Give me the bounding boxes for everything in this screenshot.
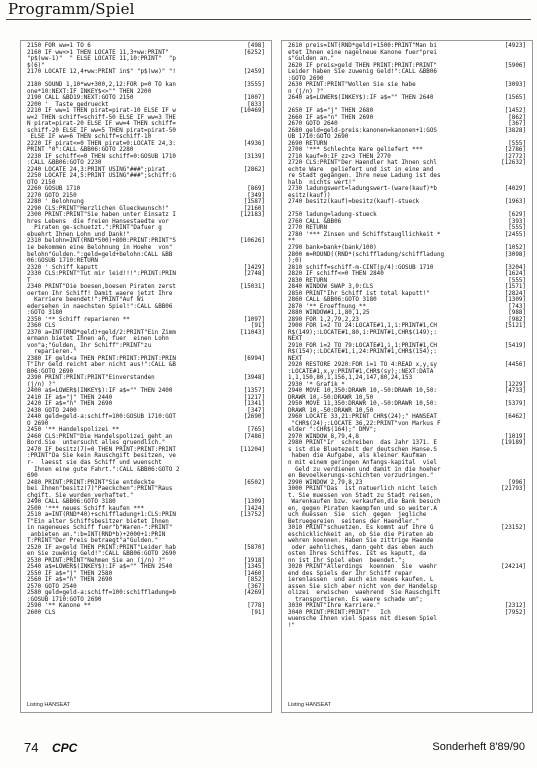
code-text: 2730 ladungswert=ladungswert-(ware(kauf)*b — [288, 186, 437, 193]
code-text: etet Ihnen eine nagelneue Kanone fuer"prei — [288, 49, 437, 56]
code-text: en, gegen Piraten kaempfen und so weiter.A — [288, 505, 437, 512]
checksum: [1460] — [243, 570, 265, 577]
code-text: 2790 bank=bank+(bank/100) — [288, 244, 377, 251]
code-text: 2230 IF schiff<=0 THEN schiff=0:GOSUB 1710 — [27, 153, 176, 160]
code-text: 2500 '*** neues Schiff kaufen *** — [27, 505, 145, 512]
issue-label: Sonderheft 8'89/90 — [432, 741, 525, 753]
code-text: 06:GOSUB 1710:RETURN — [27, 258, 98, 265]
code-text: one*10:NEXT:IF INKEY$<>"" THEN 2200 — [27, 88, 152, 95]
code-text: OTO 2150 — [27, 179, 56, 186]
code-text: 2760 CALL &BB06 — [288, 218, 342, 225]
code-text: $(6)" — [27, 62, 45, 69]
code-text: T:PRINT"Der Preis betraegt"a"Gulden." — [27, 538, 159, 545]
checksum: [5379] — [504, 401, 526, 408]
code-text: 2620 IF preis>geld THEN PRINT:PRINT:PRINT" — [288, 62, 437, 69]
checksum: [1007] — [243, 95, 265, 102]
code-text: 2810 schiff=schiff-m-CINT(p/4):GOSUB 1710 — [288, 264, 434, 271]
code-text: r- laesst sie das Schiff und wuenscht — [27, 460, 162, 466]
checksum: [1052] — [504, 244, 526, 251]
code-text: 2320 ' Schiff kaputt — [27, 264, 98, 271]
code-text: 2150 FOR ww=1 TO 6 — [27, 43, 91, 49]
code-text: 2350 '** Schiff reparieren ** — [27, 316, 130, 323]
code-text: eschicklichkeit an, ob Sie die Piraten ab — [288, 531, 434, 538]
code-text: 2360 CLS — [27, 323, 56, 330]
listing-label-left: Listing HANSEAT — [27, 702, 70, 708]
code-text: 2580 geld=geld-a:schiff=100:schiffladung=b — [27, 590, 176, 597]
code-text: olizei erwischen waehrend Sie Rauschgift — [288, 590, 441, 597]
code-text: 2380 IF geld<a THEN PRINT:PRINT:PRINT:PRIN — [27, 355, 176, 362]
code-text: 2720 CLS:PRINT"Der Haendler hat Ihnen schl — [288, 160, 437, 167]
code-text: "p$(ww-1)" " ELSE LOCATE 11,10:PRINT" "p — [27, 56, 176, 63]
code-text: hres Lebens die freien Hansestaedte vor — [27, 218, 169, 225]
code-text: 2660 IF a$="n" THEN 2690 — [288, 114, 374, 121]
checksum: [498] — [247, 43, 265, 49]
checksum: [2690] — [243, 414, 265, 421]
code-text: ** — [288, 238, 296, 245]
checksum: [91] — [250, 609, 265, 616]
code-text: 2460 CLS:PRINT"Die Handelspolizei geht an — [27, 433, 173, 440]
checksum: [347] — [247, 407, 265, 414]
code-text: 2710 kauf=0:IF zz<3 THEN 2770 — [288, 153, 391, 160]
checksum: [1587] — [243, 199, 265, 206]
code-text: 2260 GOSUB 1710 — [27, 186, 81, 193]
code-text: 3000 PRINT"Das ist natuerlich nicht leich — [288, 486, 437, 493]
checksum: [1229] — [504, 381, 526, 388]
checksum: [24214] — [501, 564, 526, 571]
code-text: T — [27, 277, 31, 284]
code-text: UB 1710:GOTO 2690 — [288, 134, 349, 141]
code-text: :GOTO 2690 — [288, 75, 324, 82]
checksum: [1309] — [243, 499, 265, 506]
code-text: 2340 PRINT"Die boesen,boesen Piraten zerst — [27, 284, 176, 291]
code-text: T"Ihr Geld reicht aber nicht aus!":CALL &B — [27, 362, 176, 369]
code-text: 2270 GOTO 2150 — [27, 192, 77, 199]
checksum: [2455] — [504, 231, 526, 238]
checksum: [4923] — [504, 43, 526, 49]
checksum: [1624] — [504, 271, 526, 278]
checksum: [10626] — [240, 238, 265, 245]
checksum: [7952] — [504, 609, 526, 616]
checksum: [23152] — [501, 525, 526, 532]
code-text: 2830 RETURN — [288, 277, 328, 284]
listing-column-left — [20, 40, 272, 713]
checksum: [1963] — [504, 199, 526, 206]
checksum: [19189] — [501, 440, 526, 447]
code-text: R$(149);:LOCATE#1,80,i:PRINT#1,CHR$(149);: — [288, 329, 437, 336]
checksum: [5419] — [504, 342, 526, 349]
code-text: 2940 MOVE 10,350:DRAWR 10,-50:DRAWR 10,50: — [288, 388, 437, 395]
code-text: !" — [288, 622, 296, 629]
code-text: 2570 GOTO 2540 — [27, 583, 77, 590]
code-text: NEXT — [288, 355, 303, 362]
code-text: uch muessen Sie sich gegen jegliche — [288, 512, 427, 519]
code-text: 2240 LOCATE 24,3:PRINT USING"###";pirat — [27, 166, 166, 173]
checksum: [862] — [508, 114, 526, 121]
code-text: );0) — [288, 258, 303, 265]
code-text: :PRINT"Da Sie kein Rauschgift besitzen, ve — [27, 453, 176, 460]
checksum: [555] — [508, 277, 526, 284]
checksum: [982] — [508, 316, 526, 323]
code-text: 2330 CLS:PRINT"Tut mir leid!!!":PRINT:PRIN — [27, 271, 176, 278]
code-text: 2210 IF ww=1 THEN pirat=pirat-10 ELSE IF w — [27, 108, 176, 115]
listing-label-right: Listing HANSEAT — [288, 702, 331, 708]
checksum: [996] — [508, 479, 526, 486]
code-text: s"Gulden an." — [288, 56, 335, 63]
checksum: [10469] — [240, 108, 265, 115]
listing-right — [288, 43, 526, 629]
code-text: 2430 GOTO 2400 — [27, 407, 77, 414]
code-text: 2410 IF a$="j" THEN 2440 — [27, 394, 113, 401]
code-text: 2860 CALL &BB06:GOTO 3180 — [288, 297, 377, 304]
checksum: [4269] — [243, 590, 265, 597]
code-text: Warenkaufen bzw. verkaufen,die Bank besuch — [288, 499, 441, 506]
checksum: [367] — [247, 583, 265, 590]
checksum: [765] — [247, 427, 265, 434]
code-text: 2600 CLS — [27, 609, 56, 616]
code-text: 2740 besitz(kauf)=besitz(kauf)-stueck — [288, 199, 420, 206]
checksum: [7486] — [243, 433, 265, 440]
code-text: ELSE IF ww=6 THEN schiff=schiff-10 — [27, 134, 152, 141]
code-text: Leider haben Sie zuwenig Geld!":CALL &BB06 — [288, 69, 437, 76]
checksum: [2772] — [504, 153, 526, 160]
listing-left — [27, 43, 265, 616]
checksum: [2824] — [504, 290, 526, 297]
title-rule — [6, 19, 531, 20]
code-text: 2310 belohn=INT(RND*500)+800:PRINT:PRINT"S — [27, 238, 176, 245]
code-text: t. Sie muessen von Stadt zu Stadt reisen, — [288, 492, 434, 499]
code-text: ermann bietet Ihnen an, fuer einen Lohn — [27, 336, 169, 343]
code-text: 2250 LOCATE 24,5:PRINT USING"###";schiff:G — [27, 173, 176, 180]
code-text: ebuehrt Ihnen Lohn und Dank!" — [27, 231, 130, 238]
code-text: s ist die Bluetezeit der deutschen Hanse.S — [288, 446, 437, 453]
checksum: [6994] — [243, 355, 265, 362]
code-text: 2440 geld=geld-a:schiff=100:GOSUB 1710:GOT — [27, 414, 176, 421]
code-text: 2540 a$=LOWER$(INKEY$):IF a$="" THEN 2540 — [27, 564, 173, 571]
code-text: re Stadt gegangen. Ihre neue Ladung ist des — [288, 173, 441, 180]
code-text: 3010 PRINT"schuetzen. Es kommt auf Ihre G — [288, 525, 434, 532]
checksum: [4733] — [504, 388, 526, 395]
code-text: halb nichts wert!" — [288, 179, 356, 186]
code-text: 3030 PRINT"Ihre Karriere." — [288, 603, 381, 610]
code-text: 2470 IF besitz(7)=0 THEN PRINT:PRINT:PRINT — [27, 446, 176, 453]
code-text: Betruegereien seitens der Haendler." — [288, 518, 420, 525]
checksum: [555] — [508, 225, 526, 232]
checksum: [2160] — [243, 205, 265, 212]
checksum: [21793] — [501, 486, 526, 493]
code-text: 2930 '* Grafik * — [288, 381, 345, 388]
checksum: [6462] — [504, 414, 526, 421]
checksum: [852] — [247, 577, 265, 584]
code-text: 2550 IF a$="j" THEN 2580 — [27, 570, 113, 577]
code-text: 3020 PRINT"Allerdings koennen Sie waehr — [288, 564, 437, 571]
checksum: [3098] — [504, 251, 526, 258]
checksum: [91] — [250, 323, 265, 330]
code-text: end des Spiels der Ihr Schiff repar — [288, 570, 413, 577]
code-text: "CHR$(24);:LOCATE 36,22:PRINT"von Markus F — [288, 420, 441, 427]
checksum: [1452] — [504, 108, 526, 115]
code-text: wuensche Ihnen viel Spass mit diesem Spiel — [288, 616, 437, 623]
code-text: ie bekommen eine Belohnung in Hoehe von" — [27, 244, 173, 251]
code-text: wehren koennen. Haben Sie zittrige Haende — [288, 538, 434, 545]
code-text: Piraten ge-schuetzt.":PRINT"Dafuer g — [27, 225, 162, 232]
code-text: chgift. Sie wurden verhaftet." — [27, 492, 134, 499]
checksum: [11204] — [240, 446, 265, 453]
code-text: DRAWR 10,-50:DRAWR 10,50 — [288, 407, 374, 414]
code-text: 2910 FOR i=2 TO 79:LOCATE#1,i,1:PRINT#1,CH — [288, 342, 437, 349]
checksum: [6252] — [243, 49, 265, 56]
checksum: [1918] — [243, 557, 265, 564]
checksum: [2862] — [243, 166, 265, 173]
code-text: haben die Aufgabe, als kleiner Kaufman — [288, 453, 427, 460]
code-text: assen Sie sich aber nicht von der Handelsp — [288, 583, 437, 590]
code-text: 2780 '*** Zinsen und Schiffstaugllichkeit * — [288, 231, 441, 238]
code-text: 2490 CALL &BB06:GOTO 3180 — [27, 499, 116, 506]
code-text: en Sie zuwenig Geld!":CALL &BB06:GOTO 2690 — [27, 551, 176, 558]
code-text: 2450 '** Handelspolizei ** — [27, 427, 120, 434]
code-text: osten Ihres Schiffes. Ist es kaputt, da — [288, 551, 427, 558]
code-text: 2200 ' Taste gedrueckt — [27, 101, 109, 108]
magazine-logo: CPC — [52, 741, 78, 755]
checksum: [2459] — [243, 69, 265, 76]
code-text: DRAWR 10,-50:DRAWR 10,50 — [288, 394, 374, 401]
code-text: 2300 PRINT:PRINT"Sie haben unter Einsatz I — [27, 212, 176, 219]
checksum: [1345] — [243, 564, 265, 571]
checksum: [4936] — [243, 140, 265, 147]
code-text: oder aehnliches, dann geht das eben auch — [288, 544, 434, 551]
checksum: [555] — [508, 140, 526, 147]
checksum: [6502] — [243, 479, 265, 486]
code-text: 2370 a=INT(RND*geld)+geld/2:PRINT"Ein Zimm — [27, 329, 176, 336]
code-text: n mit einem geringen Anfangs-kapital viel — [288, 460, 437, 466]
code-text: 2980 PRINT"Ir schreiben das Jahr 1371. E — [288, 440, 437, 447]
code-text: O 2690 — [27, 420, 49, 427]
code-text: 2290 CLS:PRINT"Herzlichen Glueckwunsch!" — [27, 205, 169, 212]
checksum: [11043] — [240, 329, 265, 336]
checksum: [5121] — [504, 323, 526, 330]
code-text: 2610 preis=INT(RND*geld)+1500:PRINT"Man bi — [288, 43, 437, 49]
checksum: [367] — [508, 121, 526, 128]
checksum: [3828] — [504, 127, 526, 134]
checksum: [13752] — [240, 512, 265, 519]
checksum: [1424] — [243, 505, 265, 512]
code-text: 2700 '*** Schlechte Ware geliefert *** — [288, 147, 423, 154]
checksum: [1341] — [243, 401, 265, 408]
checksum: [988] — [508, 310, 526, 317]
code-text: w=2 THEN schiff=schiff-50 ELSE IF ww=3 THE — [27, 114, 176, 121]
code-text: 2840 WINDOW SWAP 3,0:CLS — [288, 284, 374, 291]
code-text: 2180 SOUND 1,10*ww+300,2,12:FOR p=0 TO kan — [27, 82, 176, 89]
code-text: 2880 WINDOW#1,1,80,1,25 — [288, 310, 370, 317]
code-text: elder ":CHR$(164);" DMV"; — [288, 427, 377, 434]
checksum: [3948] — [243, 375, 265, 382]
code-text: B06:GOTO 2690 — [27, 368, 74, 375]
code-text: oerten Ihr Schiff! Damit waere jetzt Ihre — [27, 290, 173, 297]
code-text: 2970 WINDOW 8,79,4,8 — [288, 433, 359, 440]
checksum: [3555] — [243, 82, 265, 89]
code-text: 2390 PRINT:PRINT:PRINT"Einverstanden — [27, 375, 155, 382]
checksum: [3139] — [243, 153, 265, 160]
checksum: [778] — [247, 603, 265, 610]
code-text: NEXT — [288, 336, 303, 343]
checksum: [833] — [247, 101, 265, 108]
code-text: 2520 IF a>geld THEN PRINT:PRINT"Leider hab — [27, 544, 176, 551]
checksum: [349] — [247, 192, 265, 199]
checksum: [5870] — [243, 544, 265, 551]
checksum: [869] — [247, 186, 265, 193]
code-text: Geld zu verdienen und damit in die hoeher — [288, 466, 441, 473]
code-text: 690 — [27, 473, 38, 480]
code-text: 2400 a$=LOWER$(INKEY$):IF a$="" THEN 2400 — [27, 388, 173, 395]
code-text: :LOCATE#1,x,y:PRINT#1,CHR$(sy);:NEXT:DATA — [288, 368, 434, 375]
code-line — [288, 623, 526, 630]
code-text: 3040 PRINT:PRINT:PRINT" Ich — [288, 609, 391, 616]
code-text: 2800 m=ROUND((RND*(schiffladung/schiffladung — [288, 251, 445, 258]
checksum: [12632] — [501, 160, 526, 167]
code-text: 2770 RETURN — [288, 225, 328, 232]
code-text: 2420 IF a$="n" THEN 2690 — [27, 401, 113, 408]
code-text: :GOSUB 1710:GOTO 2690 — [27, 596, 102, 603]
code-text: 2920 RESTORE 2920:FOR i=1 TO 4:READ x,y,sy — [288, 362, 437, 369]
checksum: [4456] — [504, 362, 526, 369]
checksum: [393] — [508, 218, 526, 225]
code-text: :GOTO 3180 — [27, 310, 63, 317]
code-text: 2950 MOVE 11,350:DRAWR 10,-50:DRAWR 10,50: — [288, 401, 437, 408]
code-text: n (j/n) ?" — [288, 88, 324, 95]
code-text: 2670 GOTO 2640 — [288, 121, 338, 128]
code-text: von"a;"Gulden, Ihr Schiff":PRINT"zu — [27, 342, 152, 349]
code-text: 2560 IF a$="n" THEN 2690 — [27, 577, 113, 584]
code-text: 2220 IF pirat<=0 THEN pirat=0:LOCATE 24,3: — [27, 140, 176, 147]
code-text: 2680 geld=geld-preis:kanonen=kanonen+1:GOS — [288, 127, 437, 134]
code-text: ierenlassen und auch ein neues kaufen. L — [288, 577, 434, 584]
code-text: Karriere beendet!":PRINT"Auf Wi — [27, 297, 145, 304]
code-text: 2640 a$=LOWER$(INKEY$):IF a$="" THEN 2640 — [288, 95, 434, 102]
checksum: [1097] — [243, 316, 265, 323]
checksum: [1217] — [243, 394, 265, 401]
checksum: [2748] — [243, 271, 265, 278]
checksum: [1565] — [504, 95, 526, 102]
code-text: 2590 '** Kanone ** — [27, 603, 91, 610]
code-text: schiff-20 ELSE IF ww=5 THEN pirat=pirat-50 — [27, 127, 176, 134]
code-text: 2170 LOCATE 12,4+ww:PRINT in$" "p$(ww)" "! — [27, 69, 176, 76]
code-text: esitz(kauf)) — [288, 192, 331, 199]
checksum: [1571] — [504, 284, 526, 291]
code-text: 2990 WINDOW 2,79,8,23 — [288, 479, 363, 486]
section-title: Programm/Spiel — [8, 0, 135, 18]
checksum: [2786] — [504, 147, 526, 154]
code-text: edersehen in naechsten Spiel!":CALL &BB06 — [27, 303, 173, 310]
code-text: en Bevoelkerungs-schichten vorzudringen." — [288, 473, 434, 480]
code-text: 2870 '** Eroeffnung ** — [288, 303, 367, 310]
code-text: 2650 IF a$="j" THEN 2680 — [288, 108, 374, 115]
code-text: 2480 PRINT:PRINT:PRINT"Sie entdeckte — [27, 479, 155, 486]
code-text: anbieten an.":b=INT(RND*b)+2000+1:PRIN — [27, 531, 166, 538]
code-text: R$(154);:LOCATE#1,i,24:PRINT#1,CHR$(154);: — [288, 349, 437, 356]
checksum: [5906] — [504, 62, 526, 69]
code-text: 2850 PRINT"Ihr Schiff ist total kaputt!" — [288, 290, 430, 297]
checksum: [743] — [508, 303, 526, 310]
code-text: 2960 LOCATE 33,21:PRINT CHR$(24);" HANSEAT — [288, 414, 437, 421]
code-text: 2820 IF schiff<=0 THEN 2840 — [288, 271, 384, 278]
checksum: [15031] — [240, 284, 265, 291]
checksum: [2312] — [504, 603, 526, 610]
code-text: 2750 ladung=ladung-stueck — [288, 212, 377, 219]
checksum: [3093] — [504, 82, 526, 89]
code-text: 2510 a=INT(RND*40)+schiffladung+1:CLS:PRIN — [27, 512, 176, 519]
code-text: in nageneues Schiff fuer"b"Waren-":PRINT" — [27, 525, 173, 532]
checksum: [1429] — [243, 264, 265, 271]
checksum: [4029] — [504, 186, 526, 193]
code-text: nn ist Ihr Spiel eben beendet."; — [288, 557, 406, 564]
checksum: [1019] — [504, 433, 526, 440]
code-line — [27, 610, 265, 617]
code-text: Bord.Sie untersucht alles gruendlich." — [27, 440, 166, 447]
code-text: :CALL &BB06:GOTO 2230 — [27, 160, 102, 167]
code-text: 2690 RETURN — [288, 140, 328, 147]
code-text: belohn"Gulden.":geld=geld+belohn:CALL &BB — [27, 251, 173, 258]
page-number: 74 — [24, 740, 39, 755]
code-text: 2890 FOR 1,2,79,2,23 — [288, 316, 359, 323]
code-text: 2530 PRINT:PRINT"Nehmen Sie an (j/n) ?" — [27, 557, 166, 564]
code-text: 2630 PRINT:PRINT"Wollen Sie sie habe — [288, 82, 416, 89]
checksum: [1357] — [243, 388, 265, 395]
code-text: PRINT "0":CALL &BB06:GOTO 2280 — [27, 147, 134, 154]
checksum: [1309] — [504, 297, 526, 304]
code-text: echte Ware geliefert und ist in eine and — [288, 166, 434, 173]
code-text: T"Ein alter Schiffsbesitzer bietet Ihnen — [27, 518, 169, 525]
code-text: Ihnen eine gute Fahrt.":CALL &BB06:GOTO 2 — [27, 466, 180, 473]
code-text: 2900 FOR i=2 TO 24:LOCATE#1,1,i:PRINT#1,CH — [288, 323, 437, 330]
listing-column-right — [281, 40, 533, 713]
code-text: transportieren. Es waere schade um"; — [288, 596, 423, 603]
code-text: bei Ihnen"besitz(7)"Paeckchen":PRINT"Raus — [27, 486, 173, 493]
code-text: 1,1,150,80,1,156,1,24,147,80,24,153 — [288, 375, 413, 382]
checksum: [629] — [508, 212, 526, 219]
code-text: (j/n) ?" — [27, 381, 56, 388]
checksum: [12183] — [240, 212, 265, 219]
code-text: 2190 CALL &BD19:NEXT:GOTO 2150 — [27, 95, 134, 102]
page-footer — [20, 737, 525, 759]
code-text: reparieren." — [27, 349, 77, 356]
code-text: 2160 IF ww<>1 THEN LOCATE 11,3+ww:PRINT" — [27, 49, 169, 56]
code-text: N pirat=pirat-20 ELSE IF ww=4 THEN schiff= — [27, 121, 176, 128]
checksum: [3204] — [504, 264, 526, 271]
code-text: 2280 ' Belohnung — [27, 199, 84, 206]
